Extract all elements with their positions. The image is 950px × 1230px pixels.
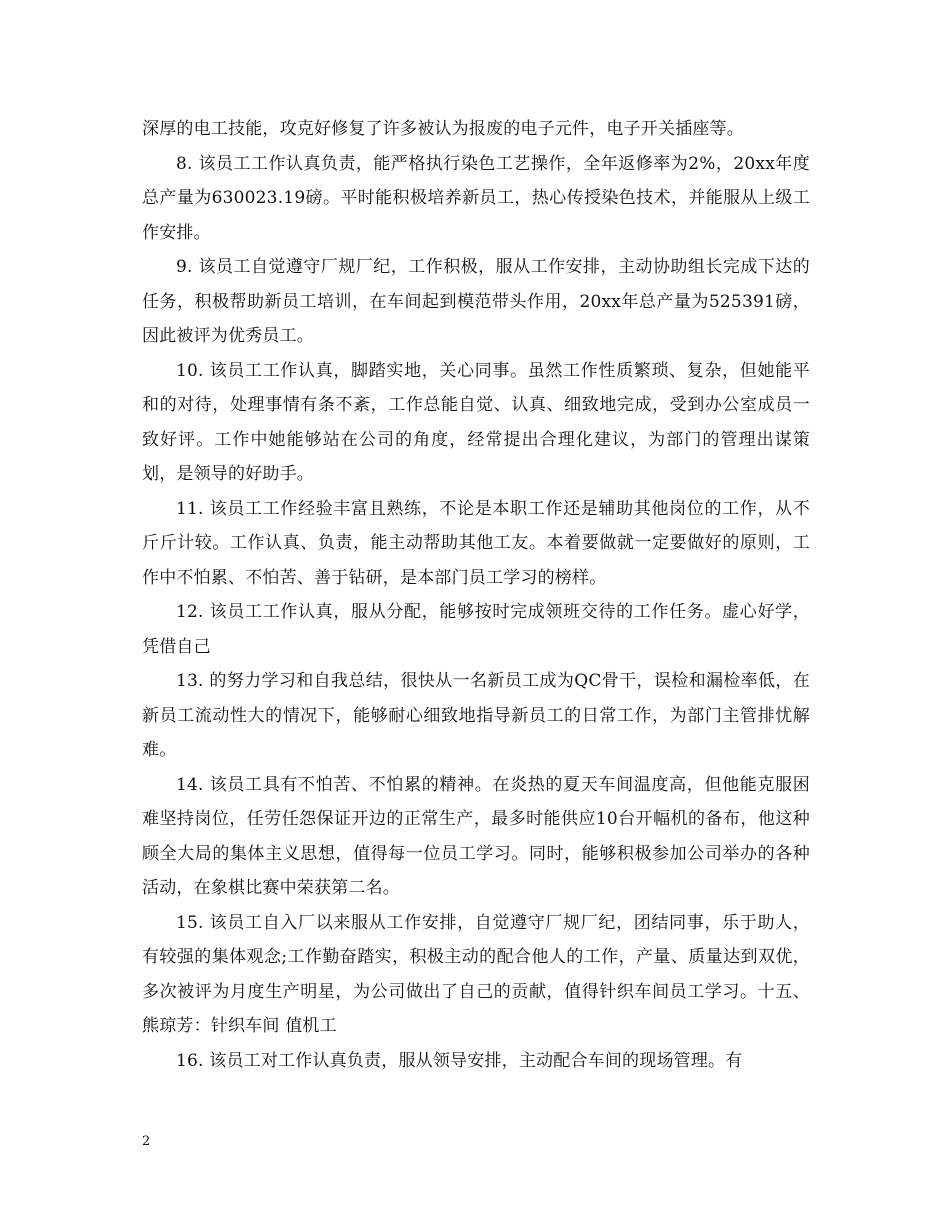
paragraph-item-13: 13. 的努力学习和自我总结，很快从一名新员工成为QC骨干，误检和漏检率低，在新员工流动性大的情况下，能够耐心细致地指导新员工的日常工作，为部门主管排忧解难。	[142, 671, 810, 760]
paragraph-item-11: 11. 该员工工作经验丰富且熟练，不论是本职工作还是辅助其他岗位的工作，从不斤斤计较。工作认真、负责，能主动帮助其他工友。本着要做就一定要做好的原则，工作中不怕累、不怕苦、善于钻研，是本部门员工学习的榜样。	[142, 498, 810, 588]
document-body	[142, 112, 810, 1078]
paragraph-continuation: 深厚的电工技能，攻克好修复了许多被认为报废的电子元件，电子开关插座等。	[142, 119, 744, 139]
paragraph-item-10: 10. 该员工工作认真，脚踏实地，关心同事。虽然工作性质繁琐、复杂，但她能平和的对待，处理事情有条不紊，工作总能自觉、认真、细致地完成，受到办公室成员一致好评。工作中她能够站在公司的角度，经常提出合理化建议，为部门的管理出谋策划，是领导的好助手。	[142, 360, 810, 484]
paragraph-item-12: 12. 该员工工作认真，服从分配，能够按时完成领班交待的工作任务。虚心好学，凭借自己	[142, 602, 810, 657]
paragraph-item-8: 8. 该员工工作认真负责，能严格执行染色工艺操作，全年返修率为2%，20xx年度总产量为630023.19磅。平时能积极培养新员工，热心传授染色技术，并能服从上级工作安排。	[142, 153, 810, 243]
page-number: 2	[142, 1134, 151, 1149]
paragraph-item-9: 9. 该员工自觉遵守厂规厂纪，工作积极，服从工作安排，主动协助组长完成下达的任务，积极帮助新员工培训，在车间起到模范带头作用，20xx年总产量为525391磅，因此被评为优秀员工。	[142, 257, 810, 346]
paragraph-item-15: 15. 该员工自入厂以来服从工作安排，自觉遵守厂规厂纪，团结同事，乐于助人，有较强的集体观念;工作勤奋踏实，积极主动的配合他人的工作，产量、质量达到双优，多次被评为月度生产明星，为公司做出了自己的贡献，值得针织车间员工学习。十五、熊琼芳：针织车间 值机工	[142, 912, 810, 1036]
paragraph-item-14: 14. 该员工具有不怕苦、不怕累的精神。在炎热的夏天车间温度高，但他能克服困难坚持岗位，任劳任怨保证开边的正常生产，最多时能供应10台开幅机的备布，他这种顾全大局的集体主义思想，值得每一位员工学习。同时，能够积极参加公司举办的各种活动，在象棋比赛中荣获第二名。	[142, 774, 810, 898]
paragraph-item-16: 16. 该员工对工作认真负责，服从领导安排，主动配合车间的现场管理。有	[176, 1050, 743, 1071]
